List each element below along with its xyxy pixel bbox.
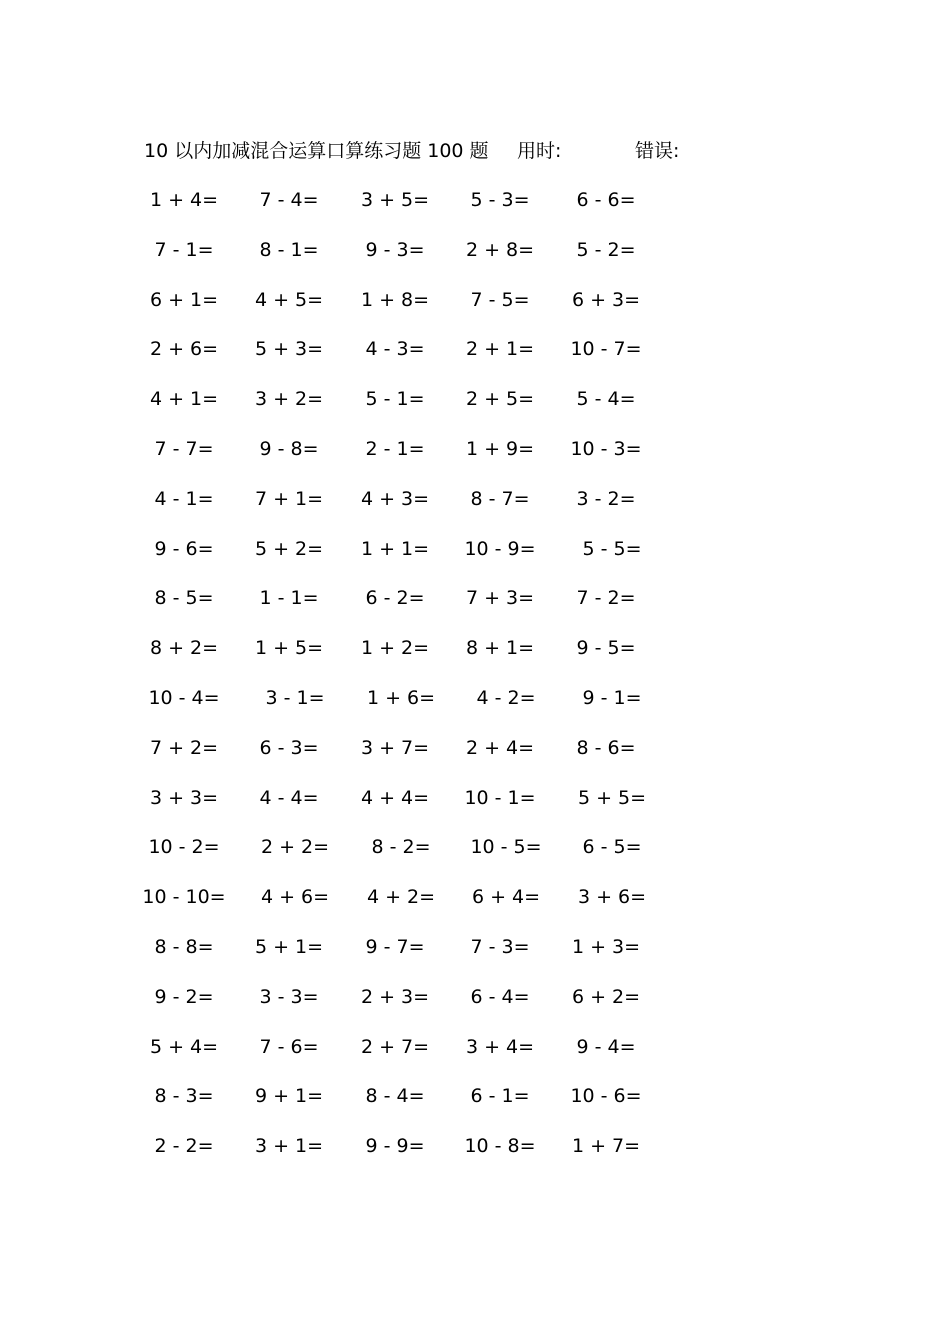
problem-cell: 6 + 3= xyxy=(571,288,641,311)
problem-cell: 5 + 3= xyxy=(254,338,324,361)
problem-cell: 4 + 2= xyxy=(366,886,436,909)
problem-cell: 1 + 1= xyxy=(360,537,430,560)
problem-cell: 3 - 1= xyxy=(265,687,325,709)
problem-cell: 6 - 3= xyxy=(259,736,319,759)
problem-cell: 6 - 4= xyxy=(470,985,530,1008)
problem-cell: 8 - 7= xyxy=(470,487,530,510)
problem-cell: 2 - 2= xyxy=(154,1135,214,1158)
problem-cell: 1 + 3= xyxy=(571,936,641,958)
problem-cell: 6 - 1= xyxy=(470,1085,530,1108)
problem-cell: 1 + 7= xyxy=(571,1135,641,1158)
problem-cell: 10 - 3= xyxy=(570,438,642,460)
problem-row xyxy=(0,534,950,564)
problem-cell: 8 - 5= xyxy=(154,587,214,610)
problem-cell: 2 + 4= xyxy=(465,736,535,759)
problem-cell: 7 + 2= xyxy=(149,736,219,759)
problem-cell: 10 - 6= xyxy=(570,1085,642,1108)
problem-cell: 4 + 5= xyxy=(254,288,324,311)
problem-cell: 2 + 5= xyxy=(465,388,535,411)
problem-row xyxy=(0,1081,950,1111)
problem-row xyxy=(0,1032,950,1062)
problem-cell: 3 + 2= xyxy=(254,388,324,411)
problem-cell: 8 - 8= xyxy=(154,936,214,958)
problem-cell: 3 - 2= xyxy=(576,487,636,510)
problem-cell: 1 + 8= xyxy=(360,288,430,311)
problem-cell: 1 + 2= xyxy=(360,637,430,660)
problem-cell: 10 - 10= xyxy=(142,886,226,909)
problem-cell: 10 - 7= xyxy=(570,338,642,361)
problem-cell: 6 + 1= xyxy=(149,288,219,311)
problem-cell: 4 - 4= xyxy=(259,786,319,809)
problem-cell: 7 - 2= xyxy=(576,587,636,610)
problem-cell: 4 + 1= xyxy=(149,388,219,411)
problem-cell: 5 + 4= xyxy=(149,1035,219,1058)
problem-cell: 10 - 5= xyxy=(470,836,542,859)
problem-cell: 9 - 3= xyxy=(365,238,425,261)
problem-cell: 7 - 5= xyxy=(470,288,530,311)
problem-cell: 2 + 7= xyxy=(360,1035,430,1058)
problem-cell: 4 - 1= xyxy=(154,487,214,510)
error-label: 错误: xyxy=(635,140,680,162)
problem-row xyxy=(0,583,950,613)
problem-cell: 6 - 2= xyxy=(365,587,425,610)
problem-cell: 7 - 4= xyxy=(259,189,319,211)
problem-cell: 6 + 2= xyxy=(571,985,641,1008)
problem-cell: 10 - 1= xyxy=(464,786,536,809)
problem-cell: 2 - 1= xyxy=(365,438,425,460)
problem-cell: 9 - 1= xyxy=(582,687,642,709)
problem-cell: 5 + 5= xyxy=(577,786,647,809)
problem-cell: 9 - 8= xyxy=(259,438,319,460)
problem-cell: 8 - 4= xyxy=(365,1085,425,1108)
problem-cell: 8 - 6= xyxy=(576,736,636,759)
problem-cell: 7 + 3= xyxy=(465,587,535,610)
problem-cell: 7 - 6= xyxy=(259,1035,319,1058)
problem-cell: 4 + 4= xyxy=(360,786,430,809)
problem-cell: 2 + 6= xyxy=(149,338,219,361)
problem-row xyxy=(0,185,950,215)
problem-cell: 7 - 3= xyxy=(470,936,530,958)
problem-cell: 5 - 5= xyxy=(582,537,642,560)
problem-cell: 5 - 1= xyxy=(365,388,425,411)
problem-cell: 1 + 4= xyxy=(149,189,219,211)
problem-row xyxy=(0,683,950,713)
problem-cell: 9 - 9= xyxy=(365,1135,425,1158)
problem-row xyxy=(0,384,950,414)
problem-cell: 1 + 5= xyxy=(254,637,324,660)
problem-cell: 6 + 4= xyxy=(471,886,541,909)
problem-cell: 9 - 2= xyxy=(154,985,214,1008)
problem-cell: 7 - 1= xyxy=(154,238,214,261)
problem-row xyxy=(0,434,950,464)
problem-cell: 5 - 3= xyxy=(470,189,530,211)
problem-cell: 3 - 3= xyxy=(259,985,319,1008)
problem-cell: 3 + 5= xyxy=(360,189,430,211)
problem-cell: 7 - 7= xyxy=(154,438,214,460)
problem-row xyxy=(0,932,950,962)
problem-row xyxy=(0,1131,950,1161)
problem-cell: 8 - 3= xyxy=(154,1085,214,1108)
problem-cell: 1 - 1= xyxy=(259,587,319,610)
problem-cell: 5 - 4= xyxy=(576,388,636,411)
problem-row xyxy=(0,733,950,763)
problem-cell: 5 + 1= xyxy=(254,936,324,958)
time-label: 用时: xyxy=(517,140,562,162)
problem-cell: 7 + 1= xyxy=(254,487,324,510)
problem-cell: 9 - 4= xyxy=(576,1035,636,1058)
problem-cell: 2 + 2= xyxy=(260,836,330,859)
problem-cell: 4 - 3= xyxy=(365,338,425,361)
problem-cell: 5 + 2= xyxy=(254,537,324,560)
problem-cell: 4 + 3= xyxy=(360,487,430,510)
problem-row xyxy=(0,882,950,912)
problem-cell: 3 + 4= xyxy=(465,1035,535,1058)
problem-cell: 9 - 5= xyxy=(576,637,636,660)
problem-row xyxy=(0,484,950,514)
problem-cell: 8 + 1= xyxy=(465,637,535,660)
problem-cell: 4 + 6= xyxy=(260,886,330,909)
problem-cell: 10 - 9= xyxy=(464,537,536,560)
problem-cell: 8 - 2= xyxy=(371,836,431,859)
problem-cell: 4 - 2= xyxy=(476,687,536,709)
problem-cell: 10 - 4= xyxy=(148,687,220,709)
problem-cell: 10 - 2= xyxy=(148,836,220,859)
problem-row xyxy=(0,334,950,364)
problem-row xyxy=(0,633,950,663)
problem-row xyxy=(0,832,950,862)
problem-row xyxy=(0,285,950,315)
problem-row xyxy=(0,982,950,1012)
problem-cell: 6 - 5= xyxy=(582,836,642,859)
problem-cell: 2 + 8= xyxy=(465,238,535,261)
problem-cell: 2 + 3= xyxy=(360,985,430,1008)
problem-cell: 1 + 6= xyxy=(366,687,436,709)
page-title: 10 以内加减混合运算口算练习题 100 题 xyxy=(144,140,489,162)
problem-cell: 9 - 7= xyxy=(365,936,425,958)
problem-cell: 9 + 1= xyxy=(254,1085,324,1108)
problem-cell: 2 + 1= xyxy=(465,338,535,361)
problem-cell: 8 - 1= xyxy=(259,238,319,261)
problem-cell: 3 + 3= xyxy=(149,786,219,809)
problem-row xyxy=(0,783,950,813)
problem-cell: 9 - 6= xyxy=(154,537,214,560)
problem-cell: 8 + 2= xyxy=(149,637,219,660)
problem-cell: 5 - 2= xyxy=(576,238,636,261)
problem-cell: 1 + 9= xyxy=(465,438,535,460)
problem-cell: 10 - 8= xyxy=(464,1135,536,1158)
problem-cell: 3 + 1= xyxy=(254,1135,324,1158)
problem-cell: 3 + 6= xyxy=(577,886,647,909)
problem-cell: 3 + 7= xyxy=(360,736,430,759)
problem-row xyxy=(0,235,950,265)
problem-cell: 6 - 6= xyxy=(576,189,636,211)
